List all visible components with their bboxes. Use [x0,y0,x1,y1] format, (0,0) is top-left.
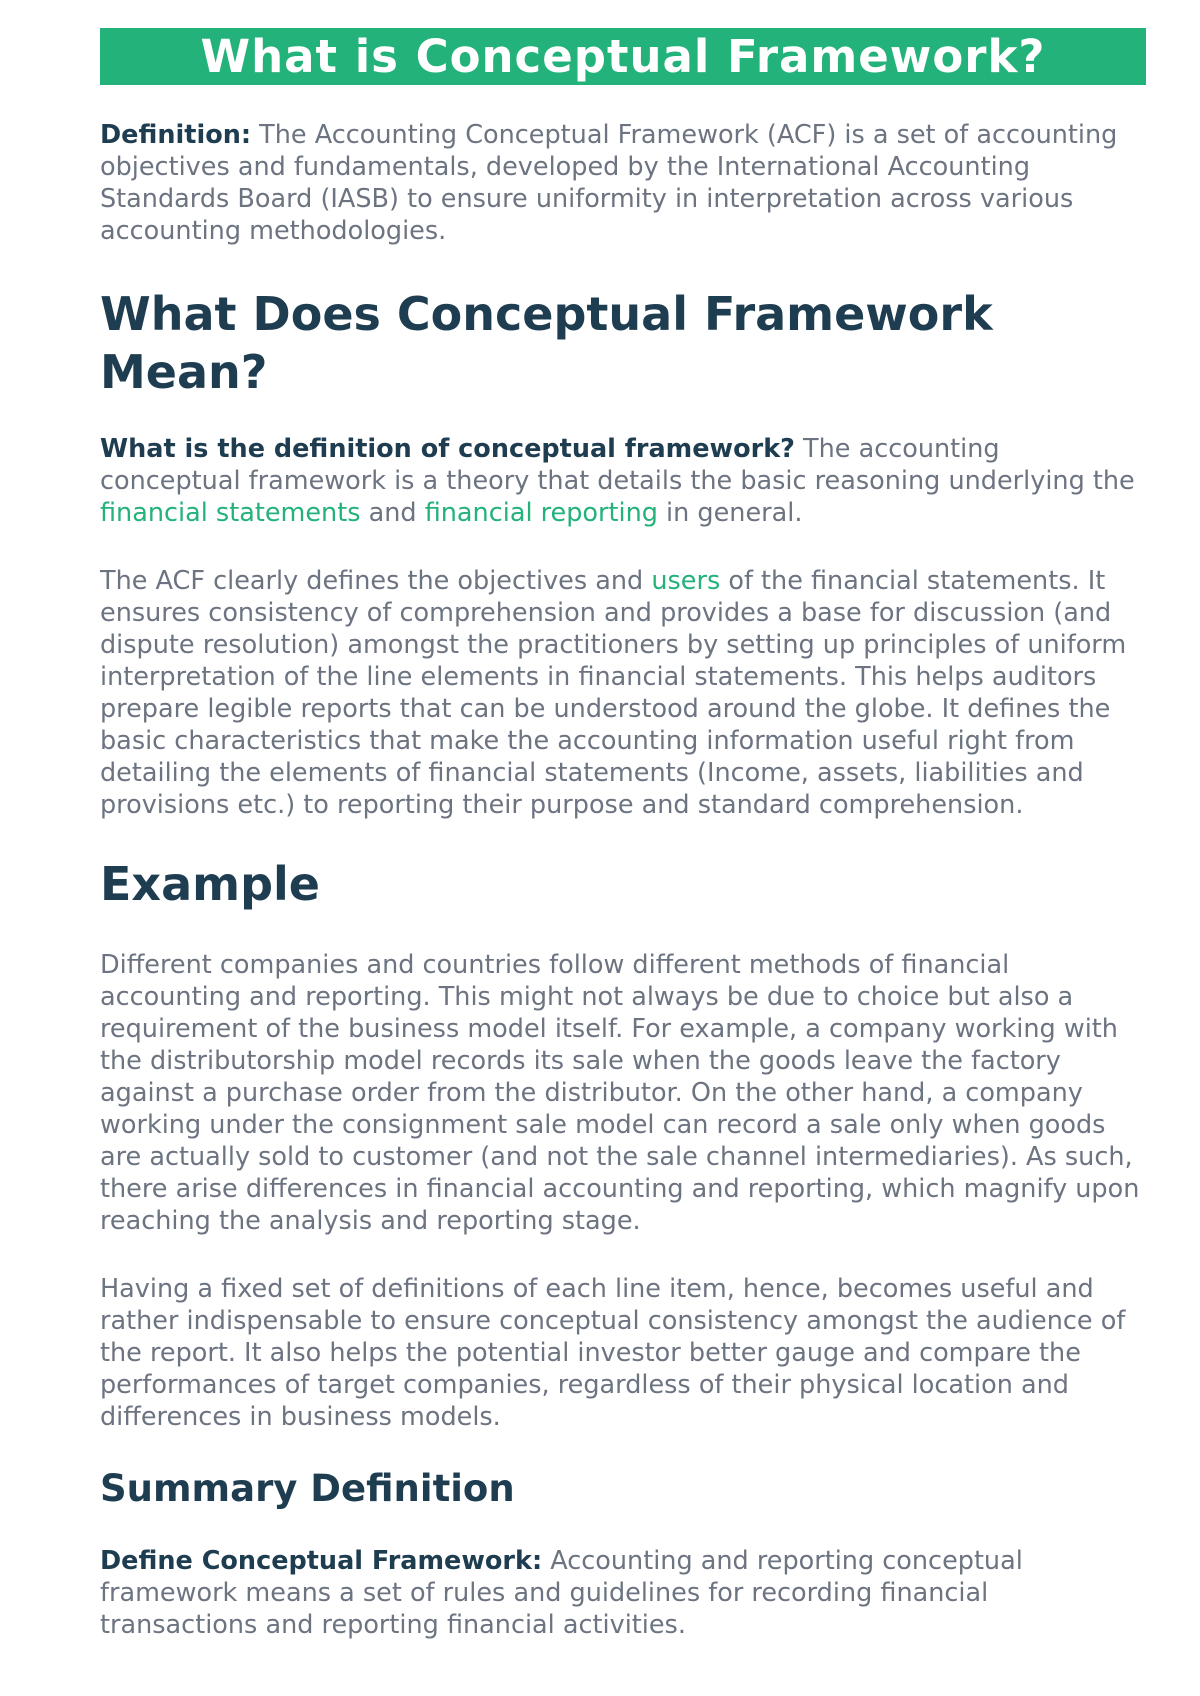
acf-text: of the financial statements. It ensures consistency of comprehension and provides a base for discussion (and dispute resolution) amongst the practitioners by setting up principles of uniform interpretation of the line elements in financial statements. This helps auditors prepare legible reports that can be understood around the globe. It defines the basic characteristics that make the accounting information useful right from detailing the elements of financial statements (Income, assets, liabilities and provisions etc.) to reporting their purpose and standard comprehension. [100,566,1127,820]
meaning-text: in general. [657,498,803,528]
meaning-paragraph [100,433,1146,529]
document-page [100,28,1146,1641]
summary-paragraph [100,1545,1146,1641]
summary-text: Accounting and reporting conceptual framework means a set of rules and guidelines for recording financial transactions and reporting financial activities. [100,1546,1023,1640]
financial-reporting-link[interactable]: financial reporting [424,498,658,528]
acf-paragraph [100,565,1146,821]
definition-paragraph [100,119,1146,247]
summary-label: Define Conceptual Framework: [100,1546,543,1576]
definition-label: Definition: [100,120,252,150]
page-title: What is Conceptual Framework? [100,28,1146,85]
meaning-text: and [360,498,425,528]
example-paragraph: Different companies and countries follow different methods of financial accounting and reporting. This might not always be due to choice but also a requirement of the business model itself. For example, a company working with the distributorship model records its sale when the goods leave the factory against a purchase order from the distributor. On the other hand, a company working under the consignment sale model can record a sale only when goods are actually sold to customer (and not the sale channel intermediaries). As such, there arise differences in financial accounting and reporting, which magnify upon reaching the analysis and reporting stage. [100,950,1140,1236]
meaning-text: The accounting conceptual framework is a theory that details the basic reasoning underlying the [100,434,1135,496]
financial-statements-link[interactable]: financial statements [100,498,361,528]
users-link[interactable]: users [651,566,721,596]
summary-heading: Summary Definition [100,1467,515,1510]
meaning-question-label: What is the definition of conceptual framework? [100,434,795,464]
example-paragraph: Having a fixed set of definitions of each line item, hence, becomes useful and rather indispensable to ensure conceptual consistency amongst the audience of the report. It also helps the potential investor better gauge and compare the performances of target companies, regardless of their physical location and differences in business models. [100,1274,1126,1432]
example-heading: Example [100,857,320,911]
acf-text: The ACF clearly defines the objectives and [100,566,652,596]
definition-text: The Accounting Conceptual Framework (ACF) is a set of accounting objectives and fundamentals, developed by the International Accounting Standards Board (IASB) to ensure uniformity in interpretation across various accounting methodologies. [100,120,1118,246]
meaning-heading: What Does Conceptual Framework Mean? [100,287,993,399]
